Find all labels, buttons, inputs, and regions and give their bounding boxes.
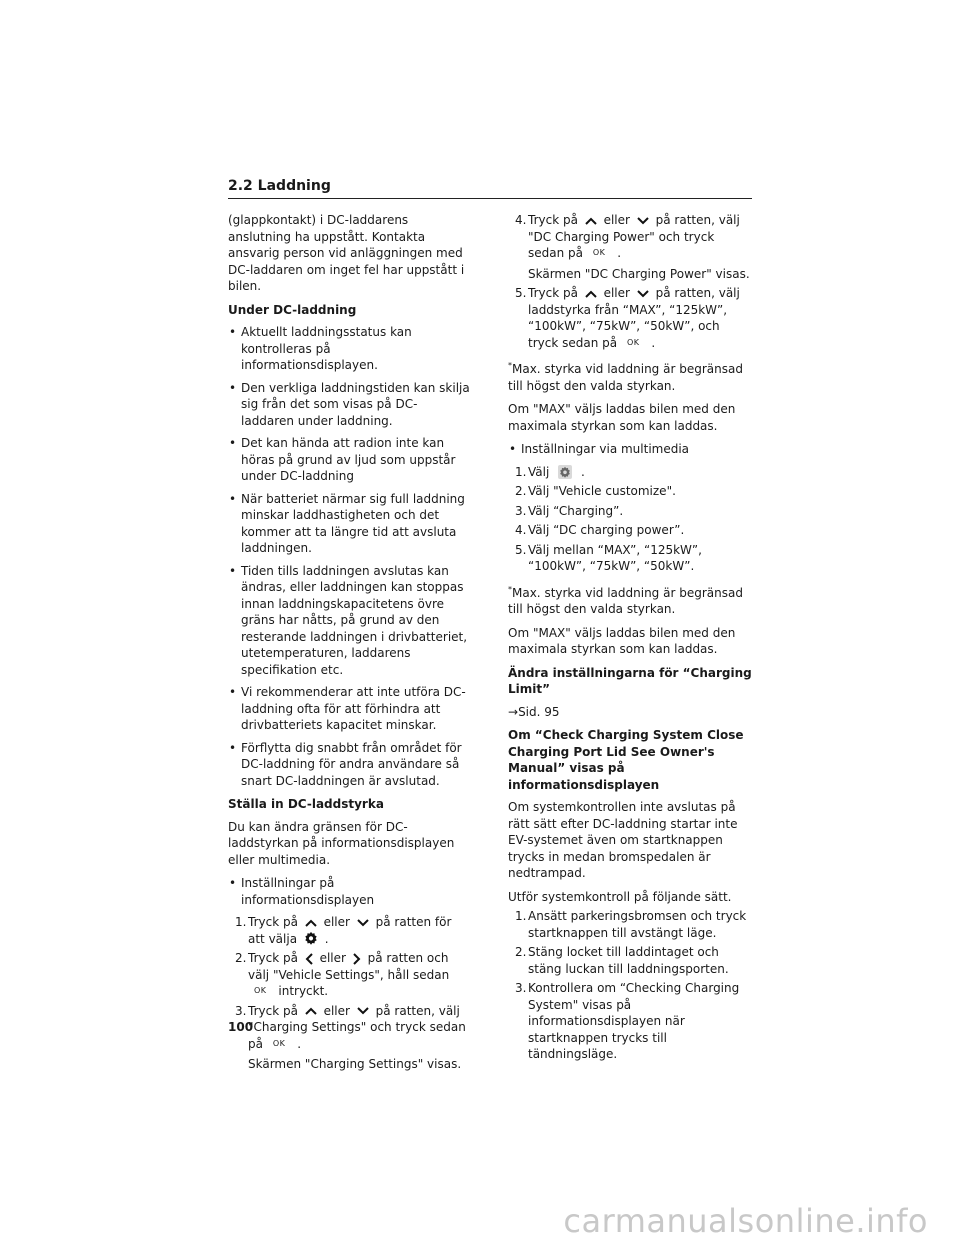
footnote-text: Max. styrka vid laddning är begränsad till högst den valda styrkan. bbox=[508, 585, 743, 616]
ok-icon: OK bbox=[626, 337, 640, 347]
list-item: • Den verkliga laddningstiden kan skilja sig från det som visas på DC-laddaren under laddning. bbox=[228, 380, 470, 430]
gear-icon bbox=[304, 931, 318, 945]
step-text: eller bbox=[319, 951, 346, 965]
watermark: carmanualsonline.info bbox=[563, 1202, 928, 1240]
step-text: . bbox=[617, 246, 622, 260]
step-text: på ratten, välj "Charging Settings" och tryck sedan på bbox=[248, 1003, 466, 1051]
list-item: • Inställningar på informationsdisplayen bbox=[228, 875, 470, 908]
check-step-3 bbox=[515, 980, 752, 1063]
step-text: eller bbox=[603, 286, 630, 300]
step-text: på ratten för att välja bbox=[248, 915, 452, 946]
list-item: • Aktuellt laddningsstatus kan kontrolleras på informationsdisplayen. bbox=[228, 324, 470, 374]
step-text: . bbox=[297, 1036, 302, 1051]
step-1 bbox=[235, 914, 470, 947]
step-5 bbox=[515, 285, 752, 351]
heading-under-dc: Under DC-laddning bbox=[228, 302, 357, 317]
chevron-left-icon bbox=[305, 953, 313, 965]
step-number: 2. bbox=[515, 484, 527, 498]
page-reference-link[interactable]: Sid. 95 bbox=[518, 704, 560, 719]
step-text: Välj "Vehicle customize". bbox=[528, 484, 676, 498]
step-text: Välj bbox=[528, 464, 550, 479]
mm-step-3 bbox=[515, 503, 752, 520]
footnote-mark: * bbox=[508, 584, 512, 594]
page-number: 100 bbox=[228, 1020, 254, 1034]
step-text: Tryck på bbox=[528, 213, 578, 227]
step-text: på ratten, välj "DC Charging Power" och tryck sedan på bbox=[528, 213, 740, 260]
step-text: Välj “Charging”. bbox=[528, 503, 624, 518]
under-dc-bullets bbox=[228, 324, 470, 789]
check-steps bbox=[508, 908, 752, 1063]
step-number: 1. bbox=[515, 464, 527, 479]
page-reference[interactable] bbox=[508, 704, 752, 721]
heading-stalla: Ställa in DC-laddstyrka bbox=[228, 797, 384, 811]
check-step-2 bbox=[515, 944, 752, 977]
step-text: på ratten, välj laddstyrka från “MAX”, “125kW”, “100kW”, “75kW”, “50kW”, och tryck sedan på bbox=[528, 286, 740, 350]
heading-andra: Ändra inställningarna för “Charging Limit” bbox=[508, 665, 752, 696]
chevron-down-icon bbox=[357, 1007, 369, 1015]
ok-icon: OK bbox=[254, 986, 267, 995]
heading-om: Om “Check Charging System Close Charging Port Lid See Owner's Manual” visas på informationsdisplayen bbox=[508, 728, 744, 792]
gear-icon bbox=[558, 465, 572, 479]
step-3 bbox=[235, 1003, 470, 1073]
footnote-1 bbox=[508, 358, 752, 394]
chevron-up-icon bbox=[305, 919, 317, 927]
step-number: 2. bbox=[515, 945, 527, 959]
step-text: Kontrollera om “Checking Charging System" visas på informationsdisplayen när startknappen trycks till tändningsläge. bbox=[528, 981, 740, 1061]
step-note: Skärmen "DC Charging Power" visas. bbox=[528, 266, 750, 281]
max-paragraph-2: Om "MAX" väljs laddas bilen med den maximala styrkan som kan laddas. bbox=[508, 625, 736, 656]
step-number: 3. bbox=[515, 981, 527, 995]
mm-step-5 bbox=[515, 542, 752, 575]
check-step-1 bbox=[515, 908, 752, 941]
step-text: . bbox=[651, 335, 656, 350]
chevron-right-icon bbox=[353, 953, 361, 965]
arrow-right-icon: → bbox=[508, 704, 519, 719]
step-text: Tryck på bbox=[248, 1003, 298, 1018]
list-item: • Inställningar via multimedia bbox=[508, 441, 752, 458]
step-number: 3. bbox=[235, 1003, 247, 1018]
step-text: eller bbox=[323, 1003, 350, 1018]
step-text: Stäng locket till laddintaget och stäng luckan till laddningsporten. bbox=[528, 945, 729, 976]
chevron-up-icon bbox=[305, 1007, 317, 1015]
list-item: • Det kan hända att radion inte kan höras på grund av ljud som uppstår under DC-laddning bbox=[228, 435, 470, 485]
step-number: 3. bbox=[515, 503, 527, 518]
chevron-up-icon bbox=[585, 217, 597, 225]
mm-step-2 bbox=[515, 483, 752, 500]
list-item: • Tiden tills laddningen avslutas kan ändras, eller laddningen kan stoppas innan laddningskapacitetens övre gräns har nåtts, på grund av den resterande laddningen i drivbatteriet, utetemperaturen, laddarens specifikation etc. bbox=[228, 563, 470, 679]
multimedia-bullet bbox=[508, 441, 752, 458]
display-steps bbox=[228, 914, 470, 1073]
step-text: . bbox=[580, 464, 585, 479]
step-text: intryckt. bbox=[278, 984, 329, 998]
list-item: • När batteriet närmar sig full laddning minskar laddhastigheten och det kommer att ta längre tid att avsluta laddningen. bbox=[228, 491, 470, 557]
om-paragraph: Om systemkontrollen inte avslutas på rätt sätt efter DC-laddning startar inte EV-systemet även om startknappen trycks in medan bromspedalen är nedtrampad. bbox=[508, 800, 738, 880]
step-text: eller bbox=[603, 213, 630, 227]
stalla-paragraph: Du kan ändra gränsen för DC-laddstyrkan på informationsdisplayen eller multimedia. bbox=[228, 819, 455, 867]
intro-paragraph: (glappkontakt) i DC-laddarens anslutning ha uppstått. Kontakta ansvarig person vid anläggningen med DC-laddaren om inget fel har uppstått i bilen. bbox=[228, 213, 465, 293]
mm-step-4 bbox=[515, 522, 752, 539]
ok-icon: OK bbox=[592, 248, 606, 257]
right-column bbox=[508, 212, 752, 1070]
step-text: Tryck på bbox=[528, 286, 578, 300]
section-title: 2.2 Laddning bbox=[228, 178, 752, 199]
utfor-paragraph: Utför systemkontroll på följande sätt. bbox=[508, 889, 732, 904]
chevron-up-icon bbox=[585, 290, 597, 298]
step-text: Tryck på bbox=[248, 915, 298, 929]
chevron-down-icon bbox=[357, 919, 369, 927]
max-paragraph-1: Om "MAX" väljs laddas bilen med den maximala styrkan som kan laddas. bbox=[508, 402, 736, 433]
list-item: • Förflytta dig snabbt från området för DC-laddning för andra användare så snart DC-laddningen är avslutad. bbox=[228, 740, 470, 790]
step-text: Välj “DC charging power”. bbox=[528, 523, 685, 537]
ok-icon: OK bbox=[272, 1038, 286, 1048]
step-number: 5. bbox=[515, 286, 527, 300]
step-number: 2. bbox=[235, 951, 247, 965]
chevron-down-icon bbox=[637, 217, 649, 225]
step-note: Skärmen "Charging Settings" visas. bbox=[248, 1057, 462, 1071]
step-text: eller bbox=[323, 915, 350, 929]
step-number: 1. bbox=[515, 909, 527, 923]
list-item: • Vi rekommenderar att inte utföra DC-laddning ofta för att förhindra att drivbatteriets kapacitet minskar. bbox=[228, 684, 470, 734]
left-column bbox=[228, 212, 470, 1080]
step-text: Ansätt parkeringsbromsen och tryck startknappen till avstängt läge. bbox=[528, 909, 747, 940]
step-number: 4. bbox=[515, 213, 527, 227]
step-text: på ratten och välj "Vehicle Settings", håll sedan bbox=[248, 951, 450, 982]
step-text: Välj mellan “MAX”, “125kW”, “100kW”, “75kW”, “50kW”. bbox=[528, 542, 702, 573]
display-steps-continued bbox=[508, 212, 752, 351]
mm-step-1 bbox=[515, 464, 752, 481]
footnote-2 bbox=[508, 582, 752, 618]
step-number: 4. bbox=[515, 523, 527, 537]
footnote-mark: * bbox=[508, 361, 512, 370]
chevron-down-icon bbox=[637, 290, 649, 298]
installningar-bullet bbox=[228, 875, 470, 908]
step-2 bbox=[235, 950, 470, 1000]
step-text: . bbox=[324, 931, 329, 946]
step-number: 5. bbox=[515, 542, 527, 557]
step-4 bbox=[515, 212, 752, 282]
footnote-text: Max. styrka vid laddning är begränsad till högst den valda styrkan. bbox=[508, 362, 743, 393]
multimedia-steps bbox=[508, 464, 752, 575]
step-text: Tryck på bbox=[248, 951, 298, 965]
step-number: 1. bbox=[235, 915, 247, 929]
